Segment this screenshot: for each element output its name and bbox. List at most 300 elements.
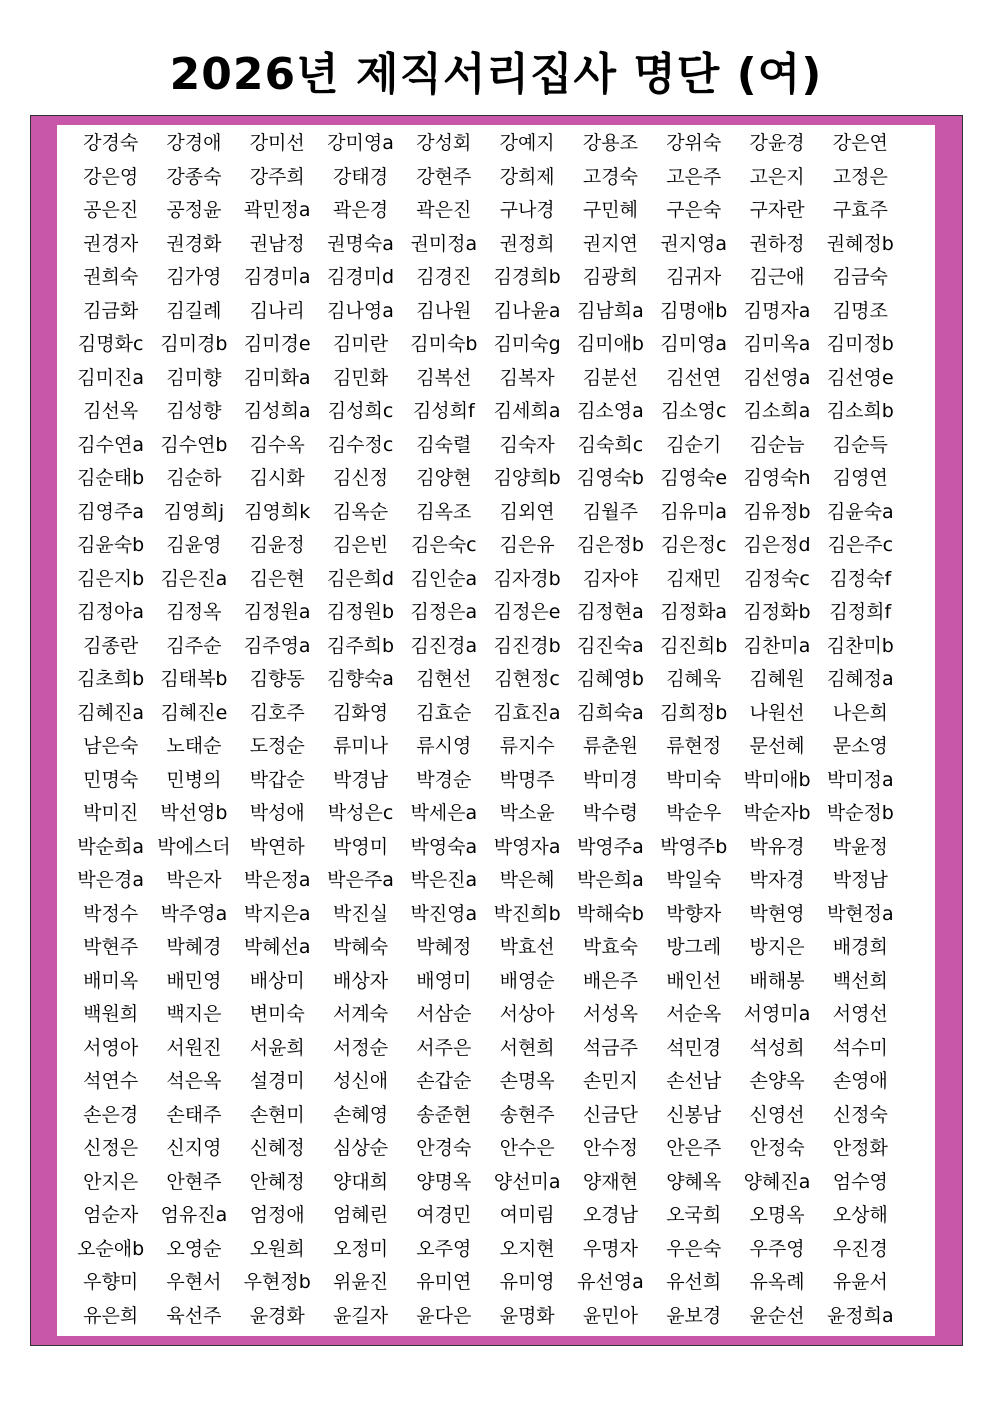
member-name: 박은자	[166, 869, 222, 891]
member-name: 류춘원	[582, 735, 638, 757]
member-name: 김나원	[416, 299, 472, 322]
member-name: 김정아a	[77, 601, 144, 623]
member-name: 김종란	[83, 634, 139, 657]
member-name: 구나경	[499, 199, 555, 221]
page-title: 2026년 제직서리집사 명단 (여)	[169, 49, 823, 100]
member-name: 김가영	[166, 266, 222, 288]
member-name: 우향미	[83, 1271, 139, 1293]
member-name: 김미진a	[77, 366, 144, 389]
member-name: 배상자	[333, 969, 389, 992]
member-name: 김선연	[666, 366, 722, 389]
member-name: 김소영a	[577, 400, 644, 422]
member-name: 김나영a	[327, 299, 394, 322]
member-name: 권경화	[166, 232, 222, 255]
member-name: 서삼순	[416, 1003, 472, 1025]
member-name: 김현정c	[494, 668, 560, 690]
member-name: 박미정a	[826, 768, 894, 791]
member-name: 신봉남	[666, 1103, 722, 1126]
member-name: 김영숙h	[743, 467, 811, 489]
member-name: 김주영a	[243, 634, 311, 657]
member-name: 김진경a	[410, 634, 478, 657]
member-name: 박미애b	[743, 768, 811, 791]
member-name: 박주영a	[160, 902, 228, 925]
member-name: 김양희b	[493, 467, 561, 489]
member-name: 신지영	[166, 1137, 222, 1159]
member-name: 서주은	[416, 1036, 472, 1059]
member-name: 김혜진a	[77, 701, 144, 724]
member-name: 김효진a	[493, 701, 561, 724]
member-name: 손양옥	[749, 1070, 805, 1092]
member-name: 김정희f	[829, 601, 892, 623]
member-name: 양혜진a	[743, 1170, 811, 1193]
member-name: 석연수	[83, 1070, 139, 1092]
member-name: 서원진	[166, 1036, 222, 1059]
member-name: 윤명화	[499, 1304, 555, 1327]
member-name: 성신애	[333, 1070, 389, 1092]
member-name: 김은지b	[77, 567, 145, 590]
member-name: 박정남	[832, 869, 888, 891]
member-name: 김신정	[333, 467, 389, 489]
member-name: 강윤경	[749, 132, 805, 154]
member-name: 김분선	[582, 366, 638, 389]
member-name: 박현주	[83, 936, 139, 958]
member-name: 박미숙	[666, 768, 722, 791]
member-name: 박윤정	[832, 835, 888, 858]
member-name: 설경미	[249, 1070, 305, 1092]
member-name: 유윤서	[832, 1271, 888, 1293]
member-name: 손영애	[832, 1070, 888, 1092]
member-name: 위윤진	[333, 1271, 389, 1293]
member-name: 우주영	[749, 1237, 805, 1260]
member-name: 강미영a	[327, 132, 394, 154]
member-name: 김미옥a	[743, 333, 811, 355]
member-name: 김은유	[499, 534, 555, 556]
member-name: 김자야	[582, 567, 638, 590]
member-name: 박영자a	[493, 835, 561, 858]
member-name: 김명애b	[660, 299, 728, 322]
member-name: 손현미	[249, 1103, 305, 1126]
member-name: 강성회	[416, 132, 472, 154]
member-name: 김수연a	[77, 433, 144, 456]
member-name: 박지은a	[243, 902, 311, 925]
member-name: 김찬미a	[743, 634, 811, 657]
member-name: 박혜숙	[333, 936, 389, 958]
member-name: 도정순	[249, 735, 305, 757]
member-name: 김선영a	[743, 366, 811, 389]
member-name: 김은정d	[743, 534, 811, 556]
member-name: 권지연	[582, 232, 638, 255]
member-name: 오명옥	[749, 1204, 805, 1226]
member-name: 박영미	[333, 835, 389, 858]
member-name: 서정순	[333, 1036, 389, 1059]
member-name: 박은정a	[243, 869, 311, 891]
member-name: 곽은경	[333, 199, 389, 221]
member-name: 박현정a	[826, 902, 894, 925]
member-name: 김정은a	[410, 601, 478, 623]
member-name: 강은영	[83, 165, 139, 188]
member-name: 김금숙	[832, 266, 888, 288]
member-name: 서계숙	[333, 1003, 389, 1025]
member-name: 박순자b	[743, 802, 811, 824]
member-name: 박정수	[83, 902, 139, 925]
member-name: 안수은	[499, 1137, 555, 1159]
member-name: 김명자a	[743, 299, 811, 322]
member-name: 권희숙	[83, 266, 139, 288]
member-name: 김향숙a	[327, 668, 394, 690]
member-name: 신정은	[83, 1137, 139, 1159]
member-name: 여미림	[499, 1204, 555, 1226]
member-name: 송준현	[416, 1103, 472, 1126]
member-name: 박자경	[749, 869, 805, 891]
member-name: 손혜영	[333, 1103, 389, 1126]
member-name: 김수옥	[249, 433, 305, 456]
member-name: 안정화	[832, 1137, 888, 1159]
member-name: 박경남	[333, 768, 389, 791]
member-name: 우은숙	[666, 1237, 722, 1260]
member-name: 김호주	[249, 701, 305, 724]
member-name: 김유미a	[660, 500, 728, 523]
member-name: 김성희c	[327, 400, 394, 422]
member-name: 김소영c	[660, 400, 727, 422]
member-name: 구은숙	[666, 199, 722, 221]
member-name: 김혜정a	[826, 668, 894, 690]
member-name: 박은희a	[577, 869, 644, 891]
member-name: 박효숙	[582, 936, 638, 958]
member-name: 김영숙e	[660, 467, 728, 489]
member-name: 석수미	[832, 1036, 888, 1059]
member-name: 권남정	[249, 232, 305, 255]
member-name: 윤경화	[249, 1304, 305, 1327]
member-name: 김주희b	[326, 634, 395, 657]
member-name: 김선영e	[826, 366, 894, 389]
member-name: 오영순	[166, 1237, 222, 1260]
member-name: 손갑순	[416, 1070, 472, 1092]
member-name: 김금화	[83, 299, 139, 322]
member-name: 김순하	[166, 467, 222, 489]
member-name: 강현주	[416, 165, 472, 188]
member-name: 김근애	[749, 266, 805, 288]
member-name: 강용조	[582, 132, 638, 154]
member-name: 김숙희c	[577, 433, 644, 456]
member-name: 유미연	[416, 1271, 472, 1293]
member-name: 오지현	[499, 1237, 555, 1260]
member-name: 김정은e	[493, 601, 561, 623]
member-name: 김은진a	[160, 567, 228, 590]
member-name: 윤순선	[749, 1304, 805, 1327]
member-name: 박은주a	[327, 869, 394, 891]
member-name: 김인순a	[410, 567, 478, 590]
member-name: 박현영	[749, 902, 805, 925]
member-name: 윤보경	[666, 1304, 722, 1327]
member-name: 김성희f	[412, 400, 475, 422]
member-name: 강경숙	[83, 132, 139, 154]
member-name: 손민지	[582, 1070, 638, 1092]
member-name: 박순우	[666, 802, 722, 824]
member-name: 김양현	[416, 467, 472, 489]
member-name: 김소희a	[743, 400, 811, 422]
member-name: 엄순자	[83, 1204, 139, 1226]
member-name: 김자경b	[493, 567, 561, 590]
member-name: 안정숙	[749, 1137, 805, 1159]
member-name: 김희숙a	[577, 701, 644, 724]
member-name: 변미숙	[249, 1003, 305, 1025]
member-name: 김광희	[582, 266, 638, 288]
member-name: 박일숙	[666, 869, 722, 891]
member-name: 유선희	[666, 1271, 722, 1293]
member-name: 박경순	[416, 768, 472, 791]
member-name: 박은경a	[77, 869, 144, 891]
member-name: 오상해	[832, 1204, 888, 1226]
member-name: 김외연	[499, 500, 555, 523]
member-name: 김미경b	[160, 333, 228, 355]
member-name: 양혜옥	[666, 1170, 722, 1193]
member-name: 서윤희	[249, 1036, 305, 1059]
member-name: 김은정b	[576, 534, 644, 556]
member-name: 엄수영	[832, 1170, 888, 1193]
member-name: 박순정b	[826, 802, 894, 824]
member-name: 김세희a	[493, 400, 561, 422]
member-name: 류지수	[499, 735, 555, 757]
member-name: 박향자	[666, 902, 722, 925]
member-name: 김은주c	[827, 534, 894, 556]
member-name: 김복선	[416, 366, 472, 389]
member-name: 강종숙	[166, 165, 222, 188]
member-name: 김미정b	[826, 333, 894, 355]
member-name: 석민경	[666, 1036, 722, 1059]
member-name: 김태복b	[160, 668, 228, 690]
member-name: 강태경	[333, 165, 389, 188]
member-name: 박세은a	[410, 802, 478, 824]
member-name: 나원선	[749, 701, 805, 724]
member-name: 김윤영	[166, 534, 222, 556]
member-name: 고경숙	[582, 165, 638, 188]
member-name: 오경남	[582, 1204, 638, 1226]
member-name: 신영선	[749, 1103, 805, 1126]
member-name: 석금주	[582, 1036, 638, 1059]
member-name: 박은혜	[499, 869, 555, 891]
member-name: 윤길자	[333, 1304, 389, 1327]
member-name: 권미정a	[410, 232, 478, 255]
member-name: 박유경	[749, 835, 805, 858]
member-name: 김진숙a	[577, 634, 644, 657]
member-name: 권하정	[749, 232, 805, 255]
member-name: 김민화	[333, 366, 389, 389]
member-name: 박명주	[499, 768, 555, 791]
member-name: 김길례	[166, 299, 222, 322]
member-name: 박혜정	[416, 936, 472, 958]
member-name: 윤다은	[416, 1304, 472, 1327]
member-name: 윤정희a	[826, 1304, 894, 1327]
member-name: 강미선	[249, 132, 305, 154]
member-name: 김화영	[333, 701, 389, 724]
member-name: 안수정	[582, 1137, 638, 1159]
member-name: 김정화a	[660, 601, 728, 623]
member-name: 박성애	[249, 802, 305, 824]
member-name: 강주희	[249, 165, 305, 188]
member-name: 배미옥	[83, 969, 139, 992]
member-name: 김옥순	[333, 500, 389, 523]
member-name: 박진영a	[410, 902, 478, 925]
member-name: 곽민정a	[243, 199, 311, 221]
member-name: 양명옥	[416, 1170, 472, 1193]
member-name: 김은숙c	[411, 534, 477, 556]
member-name: 권정희	[499, 232, 555, 255]
member-name: 김재민	[666, 567, 722, 590]
member-name: 류시영	[416, 735, 472, 757]
member-name: 김귀자	[666, 266, 722, 288]
member-name: 박수령	[582, 802, 638, 824]
member-name: 오순애b	[77, 1237, 145, 1260]
member-name: 손선남	[666, 1070, 722, 1092]
member-name: 김정원a	[243, 601, 311, 623]
member-name: 김희정b	[660, 701, 728, 724]
member-name: 심상순	[333, 1137, 389, 1159]
member-name: 엄유진a	[160, 1204, 228, 1226]
member-name: 구효주	[832, 199, 888, 221]
member-name: 김월주	[582, 500, 638, 523]
member-name: 고은주	[666, 165, 722, 188]
member-name: 박영주b	[660, 835, 728, 858]
member-name: 박진희b	[493, 902, 561, 925]
member-name: 문선혜	[749, 735, 805, 757]
member-name: 김순득	[832, 433, 888, 456]
member-name: 김경희b	[493, 266, 561, 288]
member-name: 김미향	[166, 366, 222, 389]
member-name: 백지은	[166, 1003, 222, 1025]
member-name: 김영희k	[244, 500, 311, 523]
member-name: 서현희	[499, 1036, 555, 1059]
member-name: 권경자	[83, 232, 139, 255]
member-name: 윤민아	[582, 1304, 638, 1327]
member-name: 김순늠	[749, 433, 805, 456]
member-name: 김수연b	[160, 433, 228, 456]
member-name: 안경숙	[416, 1137, 472, 1159]
member-name: 김은현	[249, 567, 305, 590]
member-name: 박성은c	[327, 802, 394, 824]
member-name: 고은지	[749, 165, 805, 188]
member-name: 김성향	[166, 400, 222, 422]
member-name: 양선미a	[493, 1170, 561, 1193]
member-name: 유미영	[499, 1271, 555, 1293]
member-name: 김나리	[249, 299, 305, 322]
member-name: 김영숙b	[576, 467, 644, 489]
member-name: 안은주	[666, 1137, 722, 1159]
member-name: 신혜정	[249, 1137, 305, 1159]
member-name: 서성옥	[582, 1003, 638, 1025]
name-grid	[57, 127, 935, 1333]
member-name: 김혜원	[749, 668, 805, 690]
member-name: 배영순	[499, 969, 555, 992]
member-name: 김미란	[333, 333, 389, 355]
member-name: 서영선	[832, 1003, 888, 1025]
member-name: 강예지	[499, 132, 555, 154]
member-name: 김혜영b	[576, 668, 644, 690]
member-name: 김미숙b	[410, 333, 478, 355]
member-name: 김정현a	[577, 601, 644, 623]
member-name: 박소윤	[499, 802, 555, 824]
member-name: 서상아	[499, 1003, 555, 1025]
member-name: 손은경	[83, 1103, 139, 1126]
member-name: 김영연	[832, 467, 888, 489]
member-name: 배경희	[832, 936, 888, 958]
member-name: 김윤정	[249, 534, 305, 556]
member-name: 김은희d	[326, 567, 395, 590]
member-name: 김순기	[666, 433, 722, 456]
member-name: 송현주	[499, 1103, 555, 1126]
member-name: 엄정애	[249, 1204, 305, 1226]
member-name: 김남희a	[577, 299, 644, 322]
member-name: 안현주	[166, 1170, 222, 1193]
member-name: 유옥례	[749, 1271, 805, 1293]
member-name: 강은연	[832, 132, 888, 154]
member-name: 양재현	[582, 1170, 638, 1193]
member-name: 여경민	[416, 1204, 472, 1226]
member-name: 배해봉	[749, 969, 805, 992]
member-name: 김복자	[499, 366, 555, 389]
member-name: 김소희b	[826, 400, 894, 422]
member-name: 김현선	[416, 668, 472, 690]
member-name: 안혜정	[249, 1170, 305, 1193]
member-name: 민병의	[166, 768, 222, 791]
member-name: 김찬미b	[826, 634, 894, 657]
member-name: 우명자	[582, 1237, 638, 1260]
member-name: 강희제	[499, 165, 555, 188]
member-name: 박진실	[333, 902, 389, 925]
member-name: 김숙자	[499, 433, 555, 456]
member-name: 남은숙	[83, 735, 139, 757]
member-name: 박혜선a	[243, 936, 311, 958]
member-name: 곽은진	[416, 199, 472, 221]
member-name: 김선옥	[83, 400, 139, 422]
member-name: 김영희j	[163, 500, 225, 523]
member-name: 박에스더	[157, 835, 231, 858]
member-name: 구자란	[749, 199, 805, 221]
member-name: 김진희b	[660, 634, 728, 657]
member-name: 김은빈	[333, 534, 389, 556]
member-name: 박효선	[499, 936, 555, 958]
member-name: 방그레	[666, 936, 722, 958]
member-name: 오주영	[416, 1237, 472, 1260]
member-name: 김명화c	[77, 333, 144, 355]
member-name: 김미숙g	[493, 333, 561, 355]
member-name: 오국희	[666, 1204, 722, 1226]
member-name: 김미화a	[243, 366, 311, 389]
member-name: 민명숙	[83, 768, 139, 791]
member-name: 박은진a	[410, 869, 478, 891]
member-name: 나은희	[832, 701, 888, 724]
member-name: 김미경e	[243, 333, 311, 355]
member-name: 류현정	[666, 735, 722, 757]
member-name: 김주순	[166, 634, 222, 657]
member-name: 김경진	[416, 266, 472, 288]
member-name: 김옥조	[416, 500, 472, 523]
member-name: 배은주	[582, 969, 638, 992]
member-name: 김나윤a	[493, 299, 561, 322]
member-name: 신정숙	[832, 1103, 888, 1126]
member-name: 오원희	[249, 1237, 305, 1260]
member-name: 배상미	[249, 969, 305, 992]
member-name: 백원희	[83, 1003, 139, 1025]
member-name: 백선희	[832, 969, 888, 992]
member-name: 김은정c	[660, 534, 727, 556]
member-name: 류미나	[333, 735, 389, 757]
member-name: 양대희	[333, 1170, 389, 1193]
member-name: 박영주a	[577, 835, 644, 858]
member-name: 박영숙a	[410, 835, 478, 858]
member-name: 김시화	[249, 467, 305, 489]
member-name: 박혜경	[166, 936, 222, 958]
member-name: 김정원b	[326, 601, 395, 623]
